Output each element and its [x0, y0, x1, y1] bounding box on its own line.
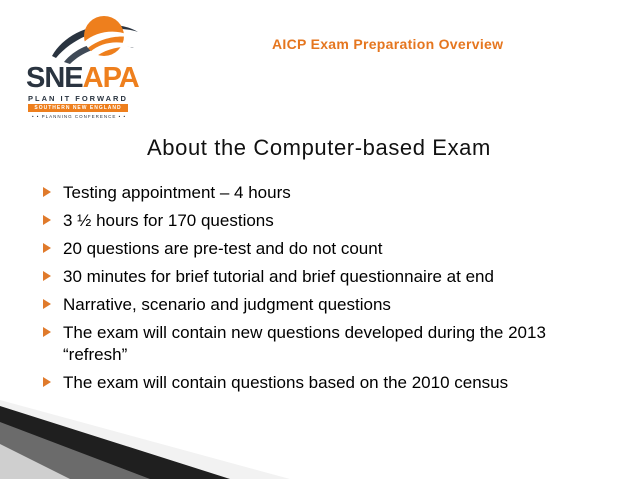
bullet-text: 3 ½ hours for 170 questions [63, 211, 274, 230]
bullet-item [40, 322, 610, 366]
bullet-text: Narrative, scenario and judgment questions [63, 295, 391, 314]
logo-subtext: • • PLANNING CONFERENCE • • [31, 114, 127, 119]
logo-bar: SOUTHERN NEW ENGLAND [28, 104, 128, 112]
bullet-item [40, 294, 610, 316]
logo-name-sne: SNE [26, 62, 83, 94]
bullet-text: 30 minutes for brief tutorial and brief questionnaire at end [63, 267, 494, 286]
bullet-item [40, 210, 610, 232]
bullet-text: The exam will contain new questions developed during the 2013 “refresh” [63, 323, 546, 364]
triangle-bullet-icon [43, 215, 51, 225]
logo-tagline: PLAN IT FORWARD [28, 94, 128, 103]
bullet-text: The exam will contain questions based on the 2010 census [63, 373, 509, 392]
triangle-bullet-icon [43, 187, 51, 197]
logo-swoosh-icon [42, 8, 142, 68]
bullet-text: Testing appointment – 4 hours [63, 183, 291, 202]
triangle-bullet-icon [43, 243, 51, 253]
header-title: AICP Exam Preparation Overview [272, 36, 504, 52]
sneapa-logo [26, 8, 144, 120]
triangle-bullet-icon [43, 271, 51, 281]
triangle-bullet-icon [43, 327, 51, 337]
bullet-item [40, 238, 610, 260]
logo-name-apa: APA [82, 62, 139, 94]
bullet-item [40, 182, 610, 204]
bullet-item [40, 372, 610, 394]
triangle-bullet-icon [43, 377, 51, 387]
section-title: About the Computer-based Exam [147, 135, 491, 160]
bullet-list [40, 182, 610, 400]
bullet-item [40, 266, 610, 288]
logo-wordmark [26, 63, 138, 93]
bullet-text: 20 questions are pre-test and do not count [63, 239, 383, 258]
triangle-bullet-icon [43, 299, 51, 309]
corner-accent-decoration [0, 400, 638, 479]
